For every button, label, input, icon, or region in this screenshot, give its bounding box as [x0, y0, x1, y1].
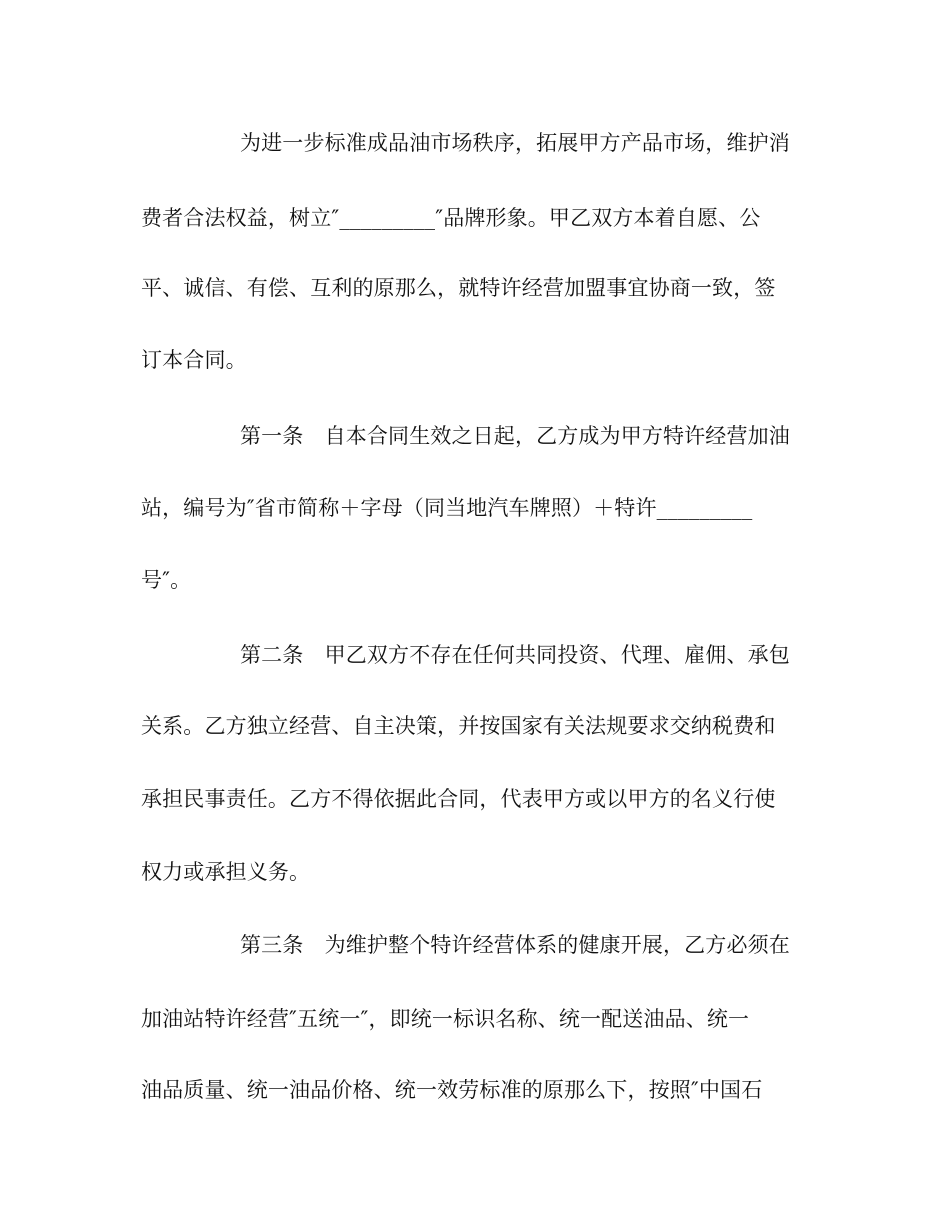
text-line: 为进一步标准成品油市场秩序，拓展甲方产品市场，维护消: [240, 131, 790, 155]
text-line: 油品质量、统一油品价格、统一效劳标准的原那么下，按照″中国石: [141, 1078, 763, 1102]
text-line: 第二条 甲乙双方不存在任何共同投资、代理、雇佣、承包: [240, 643, 790, 667]
text-line: 第三条 为维护整个特许经营体系的健康开展，乙方必须在: [240, 933, 790, 957]
text-line: 平、诚信、有偿、互利的原那么，就特许经营加盟事宜协商一致，签: [141, 276, 776, 300]
text-line: 关系。乙方独立经营、自主决策，并按国家有关法规要求交纳税费和: [141, 714, 776, 738]
text-line: 加油站特许经营″五统一″，即统一标识名称、统一配送油品、统一: [141, 1007, 750, 1031]
text-line: 第一条 自本合同生效之日起，乙方成为甲方特许经营加油: [240, 424, 790, 448]
text-line: 号″。: [141, 568, 192, 592]
text-line: 订本合同。: [141, 348, 247, 372]
text-line: 费者合法权益，树立″_________″品牌形象。甲乙双方本着自愿、公: [141, 206, 761, 230]
text-line: 站，编号为″省市简称＋字母（同当地汽车牌照）＋特许_________: [141, 496, 753, 520]
text-line: 权力或承担义务。: [141, 860, 311, 884]
text-line: 承担民事责任。乙方不得依据此合同，代表甲方或以甲方的名义行使: [141, 787, 776, 811]
